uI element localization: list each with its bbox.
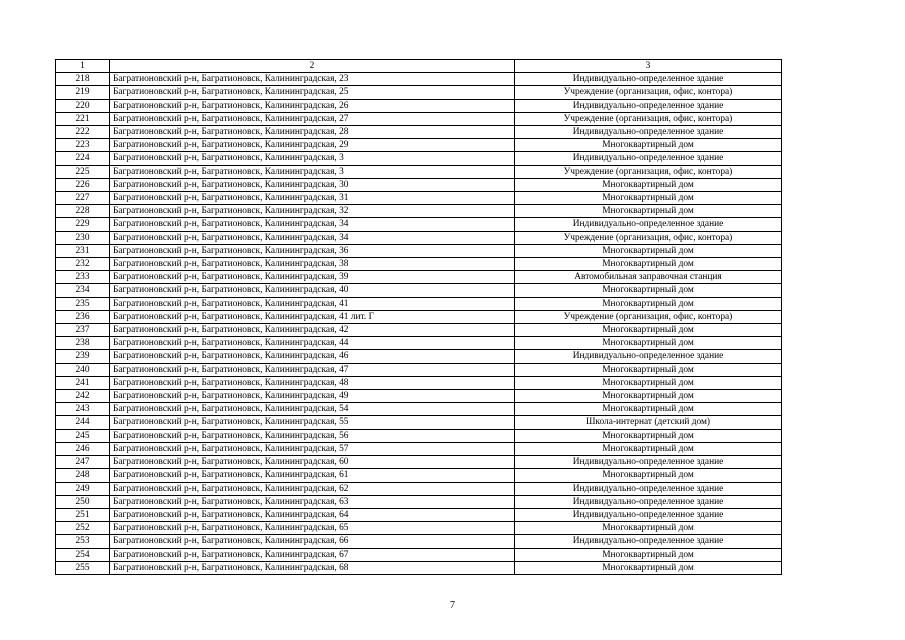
row-number-cell: 252 <box>56 522 110 535</box>
object-type-cell: Индивидуально-определенное здание <box>515 152 782 165</box>
address-cell: Багратионовский р-н, Багратионовск, Калининградская, 68 <box>110 561 515 574</box>
table-row <box>56 73 782 86</box>
row-number-cell: 232 <box>56 258 110 271</box>
object-type-cell: Многоквартирный дом <box>515 139 782 152</box>
address-cell: Багратионовский р-н, Багратионовск, Калининградская, 39 <box>110 271 515 284</box>
object-type-cell: Индивидуально-определенное здание <box>515 73 782 86</box>
table-row <box>56 178 782 191</box>
table-row <box>56 99 782 112</box>
row-number-cell: 227 <box>56 192 110 205</box>
row-number-cell: 226 <box>56 178 110 191</box>
address-cell: Багратионовский р-н, Багратионовск, Калининградская, 40 <box>110 284 515 297</box>
object-type-cell: Многоквартирный дом <box>515 376 782 389</box>
table-row <box>56 456 782 469</box>
row-number-cell: 225 <box>56 165 110 178</box>
address-cell: Багратионовский р-н, Багратионовск, Калининградская, 31 <box>110 192 515 205</box>
address-cell: Багратионовский р-н, Багратионовск, Калининградская, 47 <box>110 363 515 376</box>
address-cell: Багратионовский р-н, Багратионовск, Калининградская, 26 <box>110 99 515 112</box>
row-number-cell: 246 <box>56 442 110 455</box>
row-number-cell: 255 <box>56 561 110 574</box>
address-cell: Багратионовский р-н, Багратионовск, Калининградская, 34 <box>110 218 515 231</box>
row-number-cell: 220 <box>56 99 110 112</box>
object-type-cell: Индивидуально-определенное здание <box>515 508 782 521</box>
object-type-cell: Многоквартирный дом <box>515 192 782 205</box>
address-cell: Багратионовский р-н, Багратионовск, Калининградская, 27 <box>110 112 515 125</box>
object-type-cell: Учреждение (организация, офис, контора) <box>515 112 782 125</box>
page-number: 7 <box>450 600 455 611</box>
table-row <box>56 126 782 139</box>
address-cell: Багратионовский р-н, Багратионовск, Калининградская, 64 <box>110 508 515 521</box>
table-row <box>56 363 782 376</box>
object-type-cell: Многоквартирный дом <box>515 178 782 191</box>
table-row <box>56 390 782 403</box>
row-number-cell: 254 <box>56 548 110 561</box>
address-cell: Багратионовский р-н, Багратионовск, Калининградская, 60 <box>110 456 515 469</box>
row-number-cell: 243 <box>56 403 110 416</box>
table-row <box>56 416 782 429</box>
row-number-cell: 248 <box>56 469 110 482</box>
table-row <box>56 442 782 455</box>
object-type-cell: Индивидуально-определенное здание <box>515 535 782 548</box>
object-type-cell: Многоквартирный дом <box>515 258 782 271</box>
column-header-1: 1 <box>56 60 110 73</box>
address-cell: Багратионовский р-н, Багратионовск, Калининградская, 42 <box>110 324 515 337</box>
table-row <box>56 86 782 99</box>
row-number-cell: 219 <box>56 86 110 99</box>
table-row <box>56 310 782 323</box>
row-number-cell: 224 <box>56 152 110 165</box>
table-row <box>56 205 782 218</box>
object-type-cell: Индивидуально-определенное здание <box>515 456 782 469</box>
object-type-cell: Многоквартирный дом <box>515 244 782 257</box>
object-type-cell: Школа-интернат (детский дом) <box>515 416 782 429</box>
object-type-cell: Многоквартирный дом <box>515 337 782 350</box>
row-number-cell: 250 <box>56 495 110 508</box>
object-type-cell: Учреждение (организация, офис, контора) <box>515 165 782 178</box>
address-cell: Багратионовский р-н, Багратионовск, Калининградская, 38 <box>110 258 515 271</box>
object-type-cell: Автомобильная заправочная станция <box>515 271 782 284</box>
address-cell: Багратионовский р-н, Багратионовск, Калининградская, 49 <box>110 390 515 403</box>
row-number-cell: 239 <box>56 350 110 363</box>
address-cell: Багратионовский р-н, Багратионовск, Калининградская, 28 <box>110 126 515 139</box>
row-number-cell: 251 <box>56 508 110 521</box>
address-cell: Багратионовский р-н, Багратионовск, Калининградская, 56 <box>110 429 515 442</box>
table-row <box>56 561 782 574</box>
column-header-2: 2 <box>110 60 515 73</box>
address-cell: Багратионовский р-н, Багратионовск, Калининградская, 54 <box>110 403 515 416</box>
row-number-cell: 233 <box>56 271 110 284</box>
row-number-cell: 231 <box>56 244 110 257</box>
table-row <box>56 165 782 178</box>
table-row <box>56 244 782 257</box>
object-type-cell: Индивидуально-определенное здание <box>515 218 782 231</box>
object-type-cell: Учреждение (организация, офис, контора) <box>515 86 782 99</box>
address-cell: Багратионовский р-н, Багратионовск, Калининградская, 30 <box>110 178 515 191</box>
address-cell: Багратионовский р-н, Багратионовск, Калининградская, 48 <box>110 376 515 389</box>
table-row <box>56 139 782 152</box>
address-cell: Багратионовский р-н, Багратионовск, Калининградская, 23 <box>110 73 515 86</box>
row-number-cell: 240 <box>56 363 110 376</box>
row-number-cell: 221 <box>56 112 110 125</box>
object-type-cell: Многоквартирный дом <box>515 284 782 297</box>
object-type-cell: Многоквартирный дом <box>515 324 782 337</box>
object-type-cell: Многоквартирный дом <box>515 390 782 403</box>
address-cell: Багратионовский р-н, Багратионовск, Калининградская, 3 <box>110 165 515 178</box>
object-type-cell: Многоквартирный дом <box>515 205 782 218</box>
object-type-cell: Многоквартирный дом <box>515 297 782 310</box>
table-row <box>56 284 782 297</box>
address-cell: Багратионовский р-н, Багратионовск, Калининградская, 63 <box>110 495 515 508</box>
property-table <box>55 59 782 575</box>
address-cell: Багратионовский р-н, Багратионовск, Калининградская, 44 <box>110 337 515 350</box>
row-number-cell: 238 <box>56 337 110 350</box>
row-number-cell: 218 <box>56 73 110 86</box>
object-type-cell: Индивидуально-определенное здание <box>515 350 782 363</box>
table-row <box>56 337 782 350</box>
table-row <box>56 429 782 442</box>
table-row <box>56 297 782 310</box>
address-cell: Багратионовский р-н, Багратионовск, Калининградская, 66 <box>110 535 515 548</box>
address-cell: Багратионовский р-н, Багратионовск, Калининградская, 61 <box>110 469 515 482</box>
table-row <box>56 258 782 271</box>
address-cell: Багратионовский р-н, Багратионовск, Калининградская, 67 <box>110 548 515 561</box>
object-type-cell: Индивидуально-определенное здание <box>515 126 782 139</box>
address-cell: Багратионовский р-н, Багратионовск, Калининградская, 29 <box>110 139 515 152</box>
row-number-cell: 229 <box>56 218 110 231</box>
table-row <box>56 376 782 389</box>
table-body <box>56 60 782 575</box>
object-type-cell: Многоквартирный дом <box>515 403 782 416</box>
address-cell: Багратионовский р-н, Багратионовск, Калининградская, 62 <box>110 482 515 495</box>
table-row <box>56 495 782 508</box>
table-row <box>56 324 782 337</box>
row-number-cell: 235 <box>56 297 110 310</box>
row-number-cell: 242 <box>56 390 110 403</box>
address-cell: Багратионовский р-н, Багратионовск, Калининградская, 34 <box>110 231 515 244</box>
table-row <box>56 469 782 482</box>
address-cell: Багратионовский р-н, Багратионовск, Калининградская, 41 <box>110 297 515 310</box>
table-row <box>56 482 782 495</box>
object-type-cell: Индивидуально-определенное здание <box>515 482 782 495</box>
address-cell: Багратионовский р-н, Багратионовск, Калининградская, 32 <box>110 205 515 218</box>
object-type-cell: Многоквартирный дом <box>515 548 782 561</box>
address-cell: Багратионовский р-н, Багратионовск, Калининградская, 46 <box>110 350 515 363</box>
table-row <box>56 535 782 548</box>
table-row <box>56 403 782 416</box>
row-number-cell: 247 <box>56 456 110 469</box>
table-row <box>56 522 782 535</box>
table-row <box>56 218 782 231</box>
address-cell: Багратионовский р-н, Багратионовск, Калининградская, 36 <box>110 244 515 257</box>
row-number-cell: 223 <box>56 139 110 152</box>
address-cell: Багратионовский р-н, Багратионовск, Калининградская, 65 <box>110 522 515 535</box>
row-number-cell: 234 <box>56 284 110 297</box>
object-type-cell: Учреждение (организация, офис, контора) <box>515 310 782 323</box>
address-cell: Багратионовский р-н, Багратионовск, Калининградская, 57 <box>110 442 515 455</box>
address-cell: Багратионовский р-н, Багратионовск, Калининградская, 3 <box>110 152 515 165</box>
row-number-cell: 253 <box>56 535 110 548</box>
object-type-cell: Индивидуально-определенное здание <box>515 99 782 112</box>
object-type-cell: Многоквартирный дом <box>515 442 782 455</box>
object-type-cell: Многоквартирный дом <box>515 522 782 535</box>
column-header-3: 3 <box>515 60 782 73</box>
object-type-cell: Индивидуально-определенное здание <box>515 495 782 508</box>
row-number-cell: 222 <box>56 126 110 139</box>
object-type-cell: Многоквартирный дом <box>515 469 782 482</box>
row-number-cell: 228 <box>56 205 110 218</box>
row-number-cell: 245 <box>56 429 110 442</box>
row-number-cell: 236 <box>56 310 110 323</box>
object-type-cell: Многоквартирный дом <box>515 363 782 376</box>
table-row <box>56 192 782 205</box>
table-row <box>56 508 782 521</box>
table-header-row <box>56 60 782 73</box>
row-number-cell: 249 <box>56 482 110 495</box>
object-type-cell: Учреждение (организация, офис, контора) <box>515 231 782 244</box>
table-row <box>56 152 782 165</box>
table-row <box>56 548 782 561</box>
table-row <box>56 112 782 125</box>
address-cell: Багратионовский р-н, Багратионовск, Калининградская, 41 лит. Г <box>110 310 515 323</box>
object-type-cell: Многоквартирный дом <box>515 429 782 442</box>
row-number-cell: 237 <box>56 324 110 337</box>
table-row <box>56 231 782 244</box>
object-type-cell: Многоквартирный дом <box>515 561 782 574</box>
row-number-cell: 244 <box>56 416 110 429</box>
row-number-cell: 241 <box>56 376 110 389</box>
address-cell: Багратионовский р-н, Багратионовск, Калининградская, 25 <box>110 86 515 99</box>
table-row <box>56 350 782 363</box>
table-row <box>56 271 782 284</box>
row-number-cell: 230 <box>56 231 110 244</box>
address-cell: Багратионовский р-н, Багратионовск, Калининградская, 55 <box>110 416 515 429</box>
